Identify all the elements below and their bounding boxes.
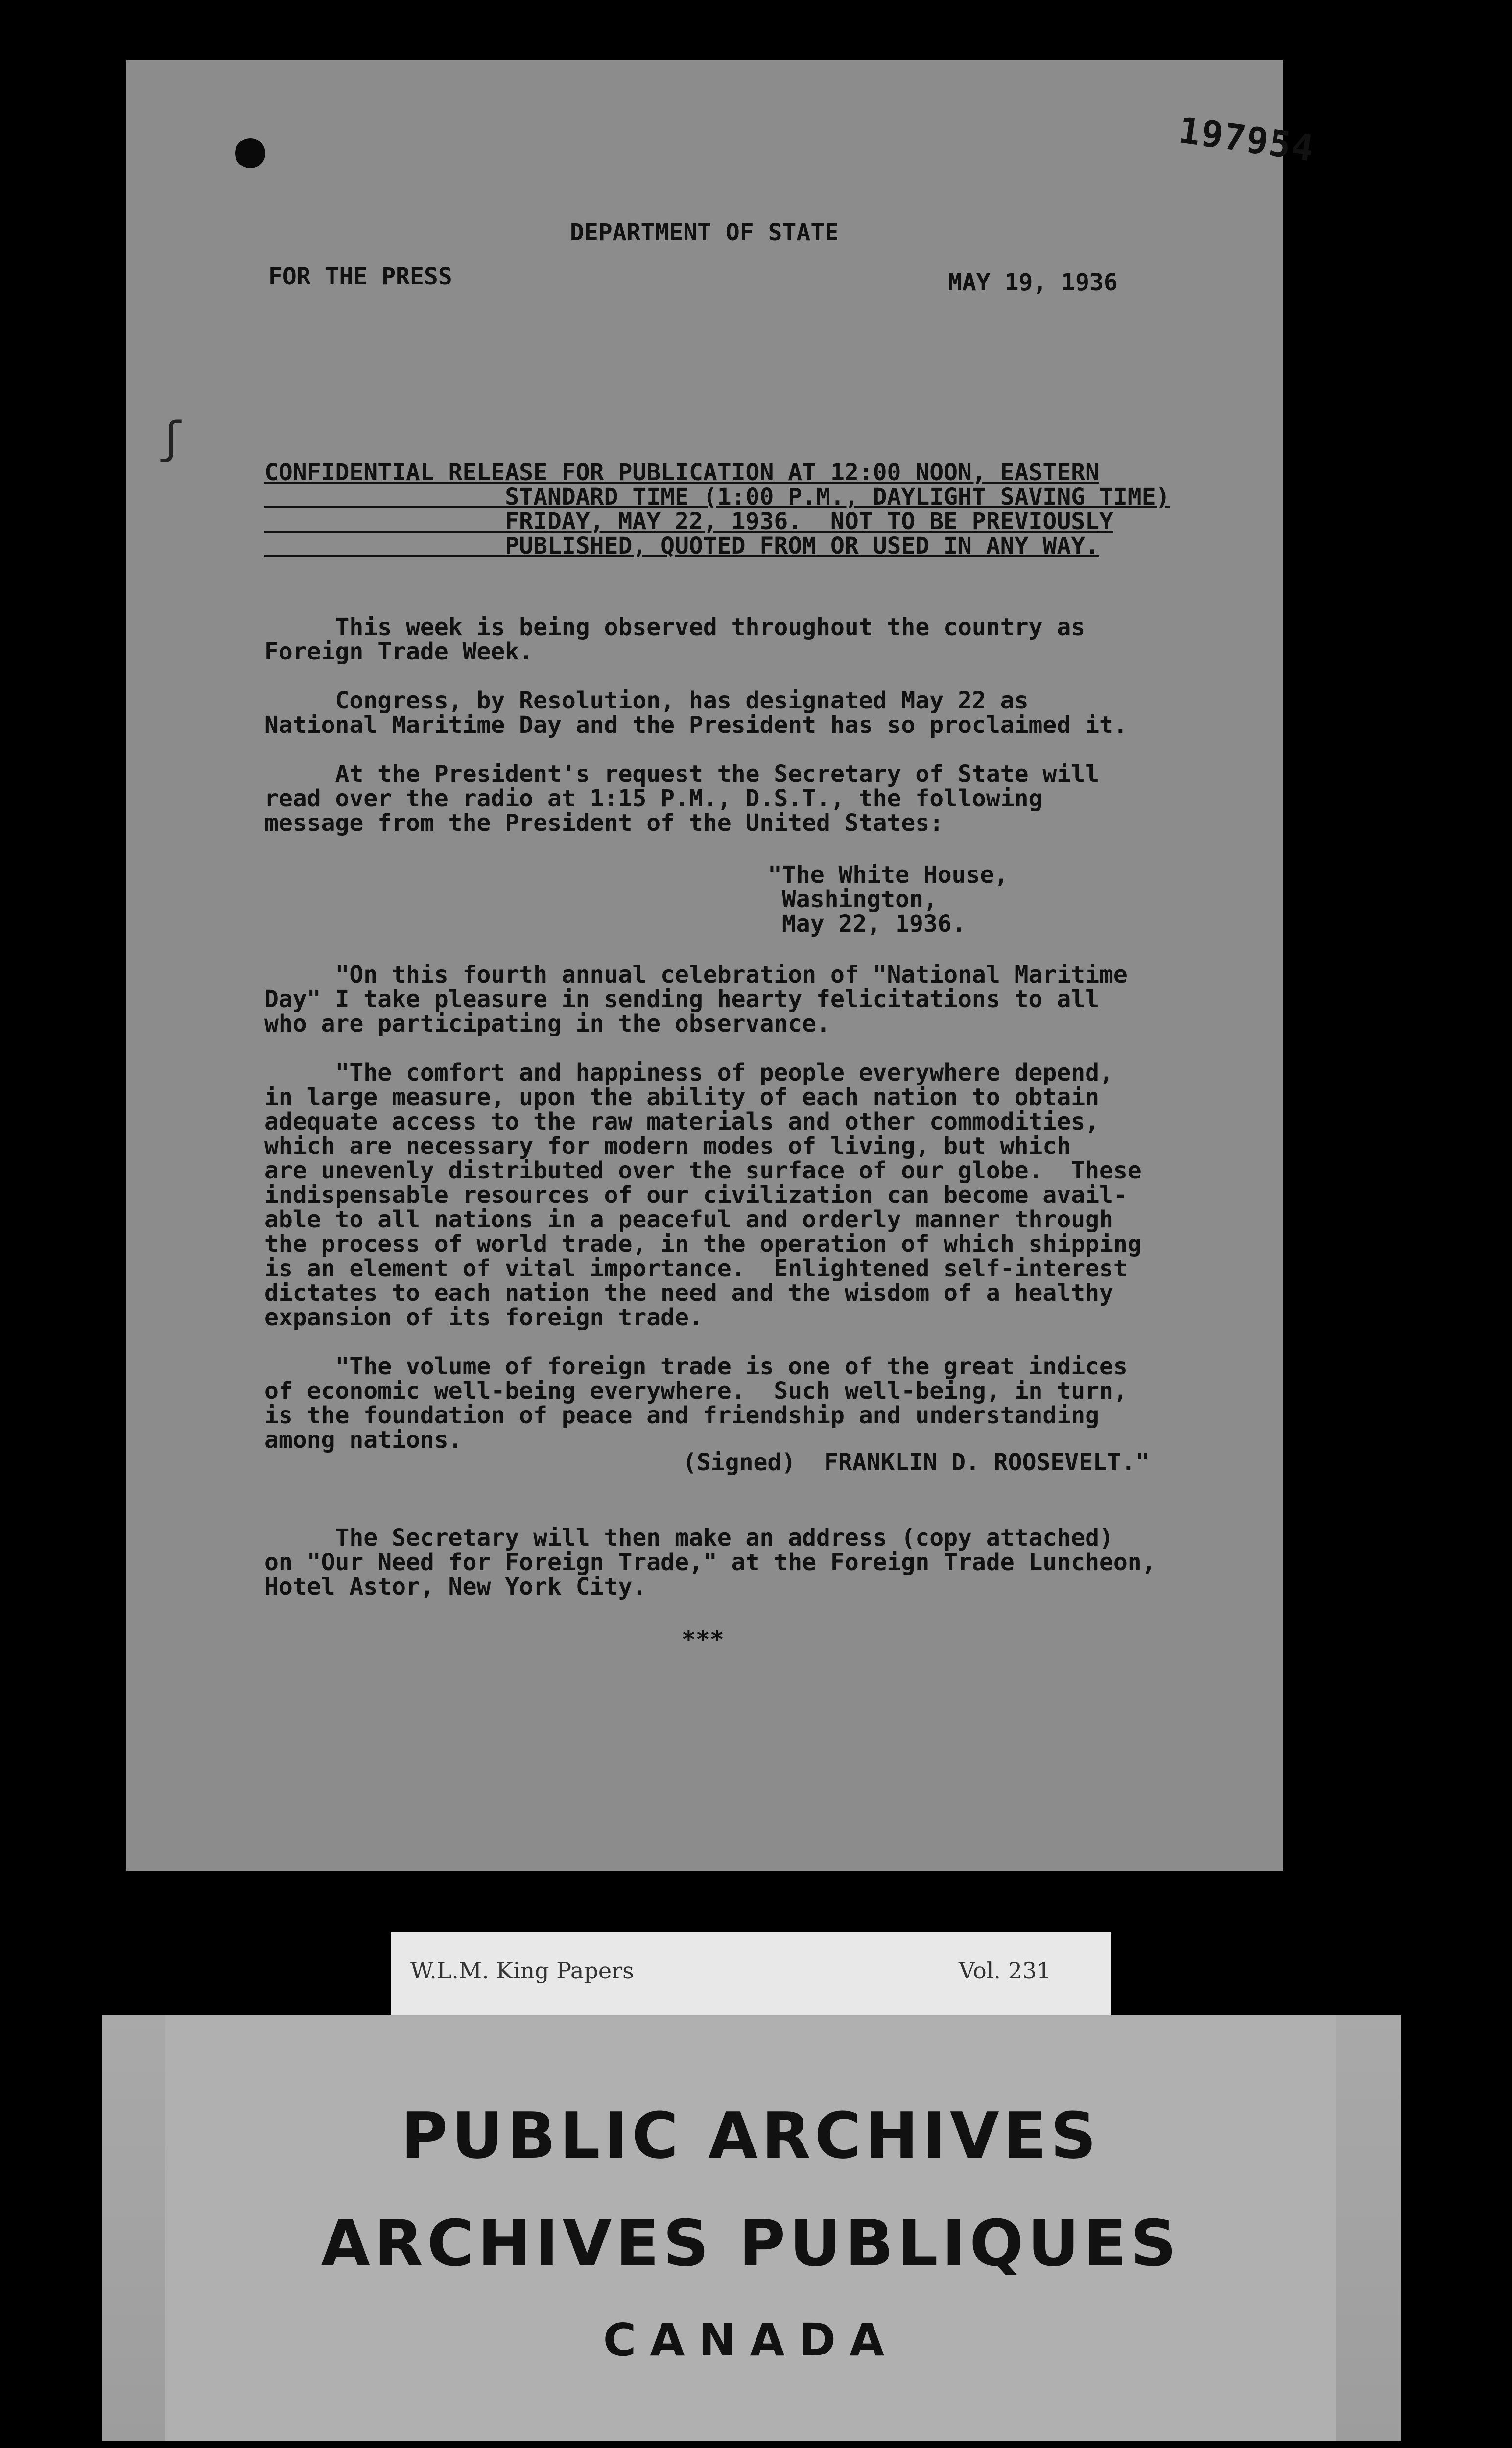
margin-mark: ʃ: [158, 412, 185, 464]
closing-paragraph: The Secretary will then make an address (copy attached) on "Our Need for Foreign Trade," at the Foreign Trade Luncheon, Hotel Astor, New York City.: [264, 1524, 1156, 1601]
archive-line-2: ARCHIVES PUBLIQUES: [321, 2206, 1181, 2281]
end-marks: ***: [682, 1626, 724, 1653]
confidential-release-notice: CONFIDENTIAL RELEASE FOR PUBLICATION AT 12:00 NOON, EASTERN STANDARD TIME (1:00 P.M., DAYLIGHT SAVING TIME) FRIDAY, MAY 22, 1936. NOT TO BE PREVIOUSLY PUBLISHED, QUOTED FROM OR USED IN ANY WAY.: [264, 459, 1170, 560]
signature-line: (Signed) FRANKLIN D. ROOSEVELT.": [683, 1449, 1150, 1476]
message-paragraph-2: "The comfort and happiness of people everywhere depend, in large measure, upon the ability of each nation to obtain adequate access to the raw materials and other commodities, which are necessary for modern modes of living, but which are unevenly distributed over the surface of our globe. These indispensable resources of our civilization can become avail- able to all nations in a peaceful and orderly manner through the process of world trade, in the operation of which shipping is an element of vital importance. Enlightened self-interest dictates to each nation the need and the wisdom of a healthy expansion of its foreign trade.: [264, 1059, 1142, 1331]
collection-name: W.L.M. King Papers: [410, 1957, 634, 1984]
archive-line-3: CANADA: [603, 2314, 898, 2366]
message-paragraph-1: "On this fourth annual celebration of "National Maritime Day" I take pleasure in sending hearty felicitations to all who are participating in the observance.: [264, 961, 1128, 1037]
paragraph-3: At the President's request the Secretary of State will read over the radio at 1:15 P.M., D.S.T., the following message from the President of the United States:: [264, 760, 1100, 837]
department-heading: DEPARTMENT OF STATE: [570, 219, 839, 246]
paragraph-2: Congress, by Resolution, has designated May 22 as National Maritime Day and the President has so proclaimed it.: [264, 687, 1128, 739]
volume-number: Vol. 231: [959, 1957, 1051, 1984]
punch-hole: [235, 138, 265, 168]
for-the-press: FOR THE PRESS: [268, 263, 452, 290]
address-block: "The White House, Washington, May 22, 1936.: [768, 861, 1009, 938]
archive-stamp-inner: [165, 2015, 1336, 2441]
archive-stamp-card: [102, 2015, 1401, 2441]
message-paragraph-3: "The volume of foreign trade is one of the great indices of economic well-being everywhere. Such well-being, in turn, is the foundation of peace and friendship and understanding among nations.: [264, 1353, 1128, 1454]
document-page: [126, 60, 1317, 1871]
archive-line-1: PUBLIC ARCHIVES: [401, 2098, 1101, 2173]
document-number-stamp: 197954: [1176, 109, 1317, 170]
archive-label: [391, 1932, 1111, 2015]
paragraph-1: This week is being observed throughout the country as Foreign Trade Week.: [264, 613, 1086, 665]
release-date: MAY 19, 1936: [948, 269, 1118, 296]
